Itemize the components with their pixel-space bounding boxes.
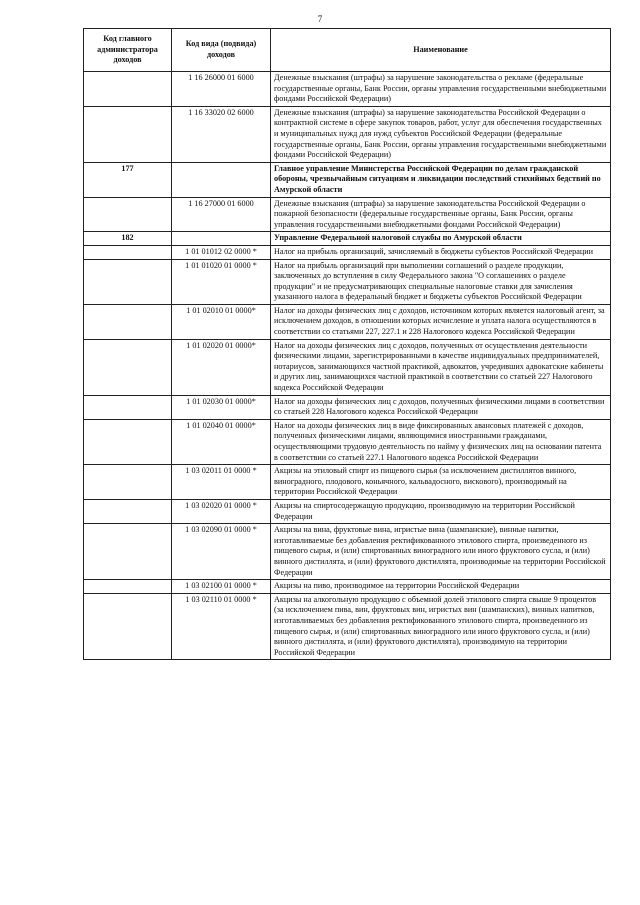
revenue-name-cell: Денежные взыскания (штрафы) за нарушение законодательства о рекламе (федеральные государственные органы, Банк России, органы управления государственными внебюджетными фондами Российской Федерации) [271,72,611,107]
table-body [84,72,611,660]
revenue-code-cell: 1 03 02020 01 0000 * [172,499,271,523]
revenue-code-cell: 1 03 02090 01 0000 * [172,524,271,580]
revenue-code-cell: 1 01 02040 01 0000* [172,419,271,464]
revenue-code-cell [172,162,271,197]
revenue-code-cell: 1 03 02011 01 0000 * [172,465,271,500]
admin-code-cell [84,259,172,304]
admin-code-cell [84,304,172,339]
admin-code-cell [84,72,172,107]
admin-code-cell [84,524,172,580]
admin-code-cell [84,245,172,259]
revenue-code-cell: 1 16 26000 01 6000 [172,72,271,107]
revenue-name-cell: Налог на доходы физических лиц с доходов, полученных физическими лицами в соответствии со статьей 228 Налогового кодекса Российской Федерации [271,395,611,419]
revenue-code-cell: 1 16 33020 02 6000 [172,106,271,162]
table-row [84,106,611,162]
revenue-name-cell: Налог на доходы физических лиц в виде фиксированных авансовых платежей с доходов, полученных физическими лицами, являющимися иностранными гражданами, осуществляющими трудовую деятельность по найму у физических лиц на основании патента в соответствии со статьей 227.1 Налогового кодекса Российской Федерации [271,419,611,464]
table-row [84,339,611,395]
revenue-name-cell: Управление Федеральной налоговой службы по Амурской области [271,232,611,246]
table-header-row [84,29,611,72]
admin-code-cell [84,339,172,395]
admin-code-cell [84,197,172,232]
revenue-code-cell: 1 01 02030 01 0000* [172,395,271,419]
revenue-name-cell: Налог на прибыль организаций, зачисляемый в бюджеты субъектов Российской Федерации [271,245,611,259]
header-revenue-code: Код вида (подвида) доходов [172,29,271,72]
revenue-name-cell: Акцизы на вина, фруктовые вина, игристые вина (шампанские), винные напитки, изготавливаемые без добавления ректификованного этилового спирта, произведенного из пищевого сырья, и (или) спиртованных виноградного или иного фруктового сусла, и (или) винного дистиллята, и (или) фруктового дистиллята, производимые на территории Российской Федерации [271,524,611,580]
revenue-codes-table [83,28,611,660]
revenue-name-cell: Налог на прибыль организаций при выполнении соглашений о разделе продукции, заключенных до вступления в силу Федерального закона "О соглашениях о разделе продукции" и не предусматривающих специальные налоговые ставки для зачисления указанного налога в федеральный бюджет и бюджеты субъектов Российской Федерации [271,259,611,304]
revenue-name-cell: Главное управление Министерства Российской Федерации по делам гражданской обороны, чрезвычайным ситуациям и ликвидации последствий стихийных бедствий по Амурской области [271,162,611,197]
admin-code-cell [84,465,172,500]
header-admin-code: Код главного администратора доходов [84,29,172,72]
revenue-code-cell: 1 16 27000 01 6000 [172,197,271,232]
table-row [84,593,611,660]
table-row [84,304,611,339]
table-row [84,419,611,464]
revenue-code-cell: 1 01 02020 01 0000* [172,339,271,395]
revenue-name-cell: Акцизы на этиловый спирт из пищевого сырья (за исключением дистиллятов винного, виноградного, плодового, коньячного, кальвадосного, вискового), производимый на территории Российской Федерации [271,465,611,500]
admin-row [84,162,611,197]
table-row [84,72,611,107]
admin-row [84,232,611,246]
admin-code-cell [84,106,172,162]
admin-code-cell [84,580,172,594]
revenue-code-cell: 1 03 02110 01 0000 * [172,593,271,660]
table-row [84,580,611,594]
revenue-code-cell: 1 01 01020 01 0000 * [172,259,271,304]
table-row [84,499,611,523]
admin-code-cell [84,593,172,660]
revenue-code-cell: 1 01 02010 01 0000* [172,304,271,339]
page-number: 7 [317,14,323,24]
table-row [84,395,611,419]
revenue-name-cell: Денежные взыскания (штрафы) за нарушение законодательства Российской Федерации о пожарной безопасности (федеральные государственные органы, Банк России, органы управления государственными внебюджетными фондами Российской Федерации) [271,197,611,232]
table-row [84,259,611,304]
revenue-code-cell: 1 01 01012 02 0000 * [172,245,271,259]
header-name: Наименование [271,29,611,72]
revenue-name-cell: Налог на доходы физических лиц с доходов, полученных от осуществления деятельности физическими лицами, зарегистрированными в качестве индивидуальных предпринимателей, нотариусов, занимающихся частной практикой, адвокатов, учредивших адвокатские кабинеты и других лиц, занимающихся частной практикой в соответствии со статьей 227 Налогового кодекса Российской Федерации [271,339,611,395]
revenue-code-cell: 1 03 02100 01 0000 * [172,580,271,594]
table-row [84,465,611,500]
table-row [84,524,611,580]
revenue-name-cell: Акцизы на пиво, производимое на территории Российской Федерации [271,580,611,594]
admin-code-cell: 177 [84,162,172,197]
admin-code-cell: 182 [84,232,172,246]
revenue-name-cell: Акцизы на спиртосодержащую продукцию, производимую на территории Российской Федерации [271,499,611,523]
admin-code-cell [84,395,172,419]
table-row [84,245,611,259]
table-row [84,197,611,232]
revenue-name-cell: Налог на доходы физических лиц с доходов, источником которых является налоговый агент, за исключением доходов, в отношении которых исчисление и уплата налога осуществляются в соответствии со статьями 227, 227.1 и 228 Налогового кодекса Российской Федерации [271,304,611,339]
admin-code-cell [84,499,172,523]
revenue-name-cell: Денежные взыскания (штрафы) за нарушение законодательства Российской Федерации о контрактной системе в сфере закупок товаров, работ, услуг для обеспечения государственных и муниципальных нужд для нужд субъектов Российской Федерации (федеральные государственные органы, Банк России, органы управления государственными внебюджетными фондами Российской Федерации) [271,106,611,162]
revenue-name-cell: Акцизы на алкогольную продукцию с объемной долей этилового спирта свыше 9 процентов (за исключением пива, вин, фруктовых вин, игристых вин (шампанских), винных напитков, изготавливаемых без добавления ректификованного этилового спирта, произведенного из пищевого сырья, и (или) спиртованных виноградного или иного фруктового сусла, и (или) винного дистиллята, и (или) фруктового дистиллята), производимую на территории Российской Федерации [271,593,611,660]
admin-code-cell [84,419,172,464]
revenue-code-cell [172,232,271,246]
